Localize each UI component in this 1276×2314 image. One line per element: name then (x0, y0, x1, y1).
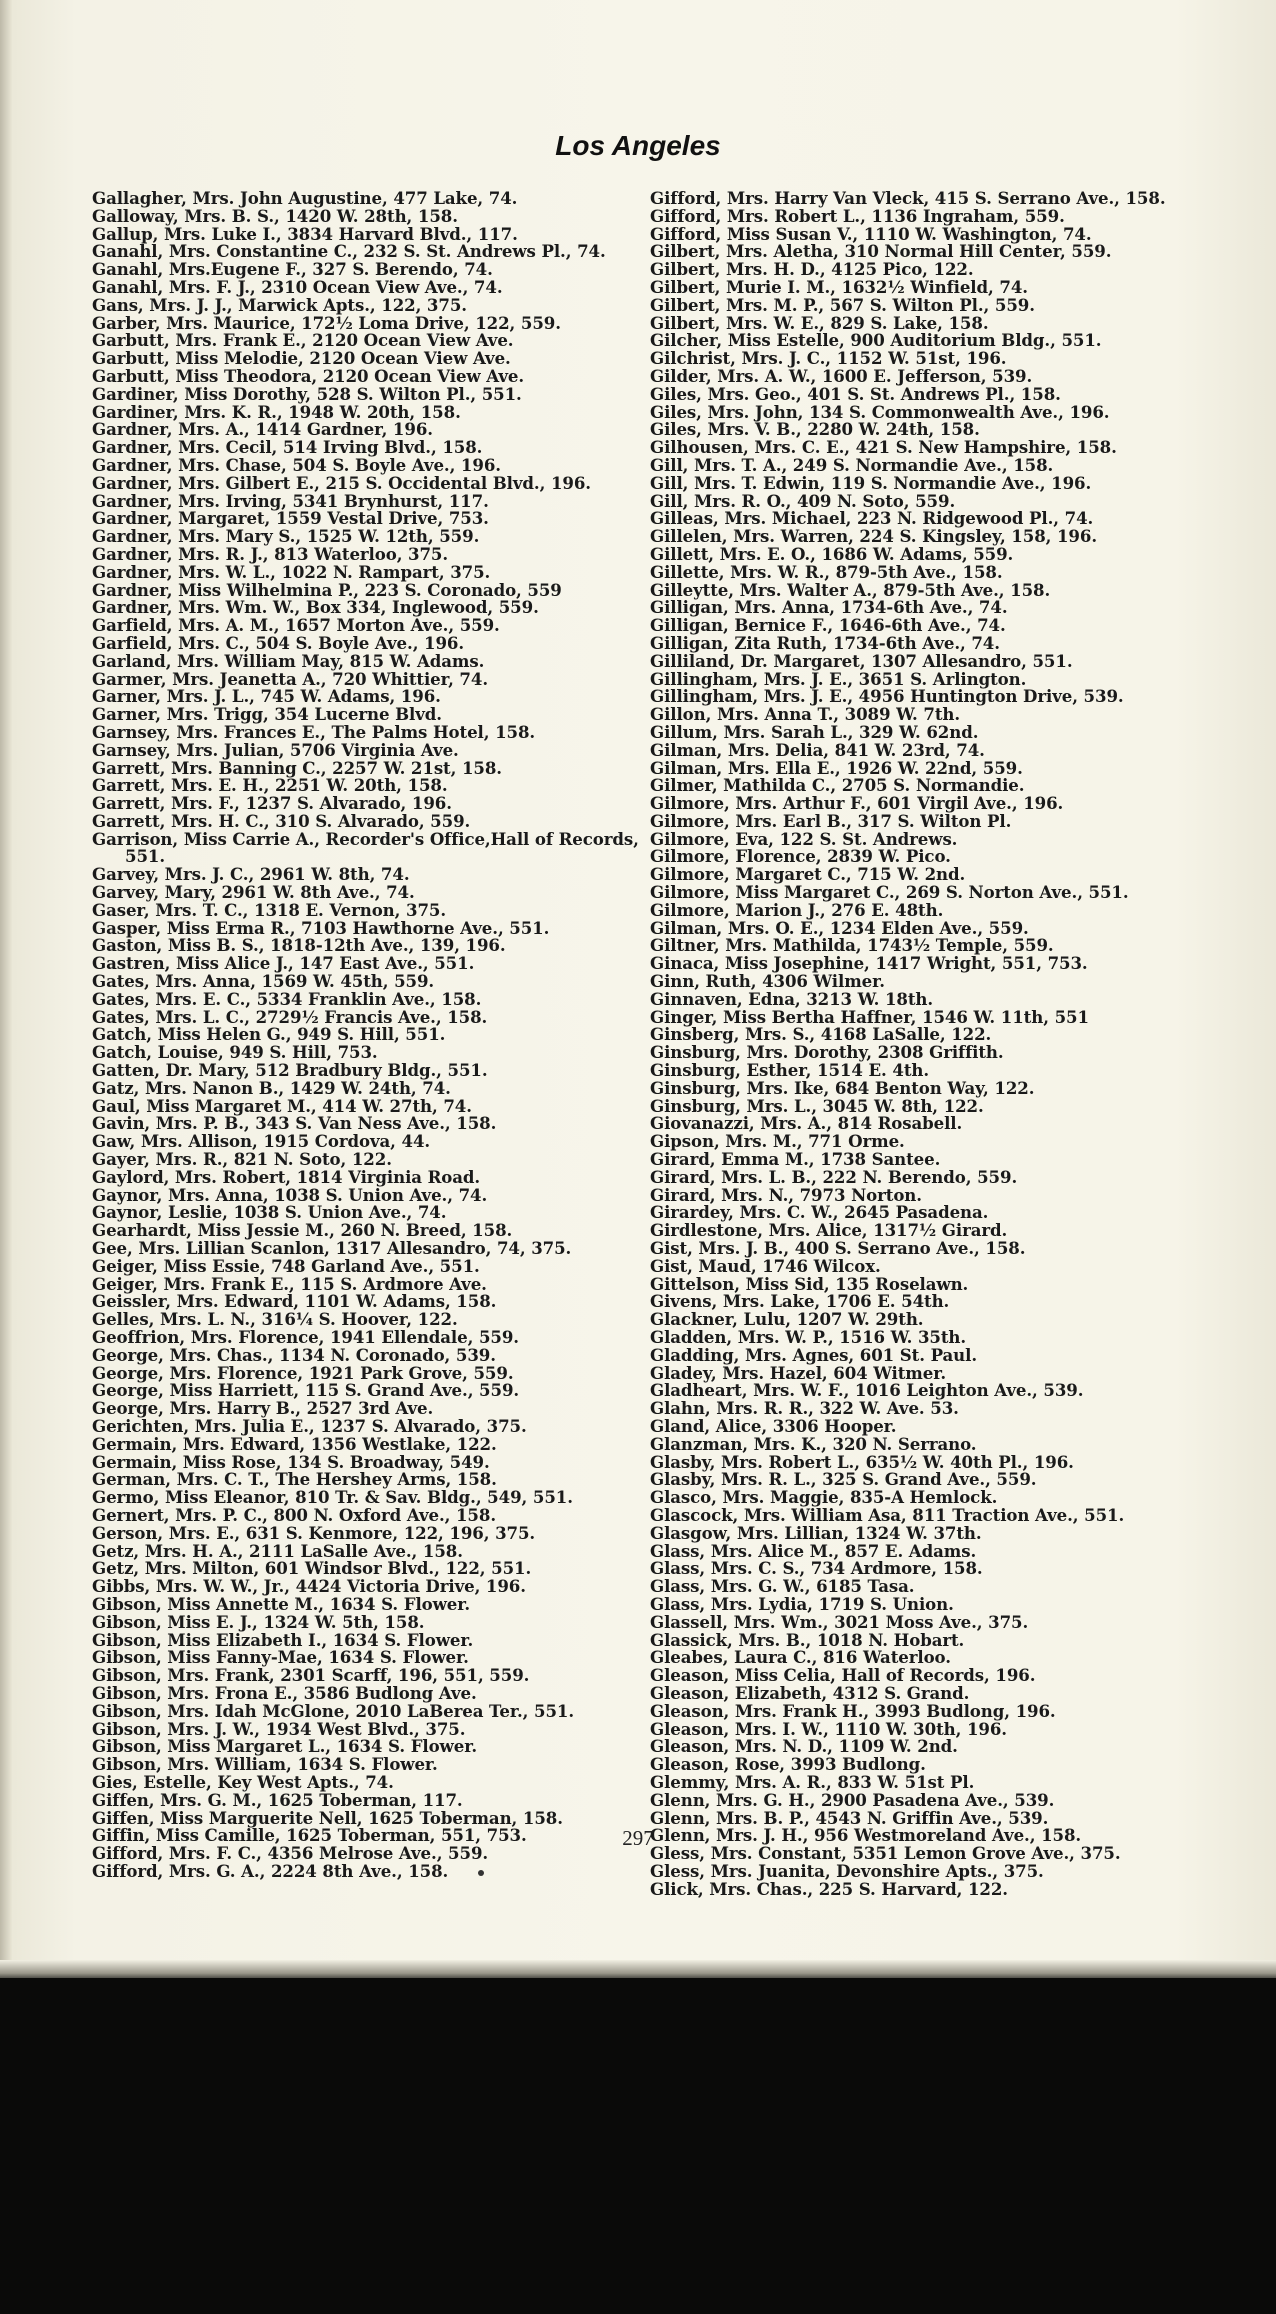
directory-entry: Gleason, Rose, 3993 Budlong. (650, 1754, 926, 1775)
directory-entry: Garbutt, Miss Theodora, 2120 Ocean View Ave. (92, 365, 525, 386)
directory-entry: Garrett, Mrs. Banning C., 2257 W. 21st, 158. (92, 757, 502, 778)
directory-entry: Gardner, Miss Wilhelmina P., 223 S. Coronado, 559 (92, 579, 562, 600)
directory-entry: Gillette, Mrs. W. R., 879-5th Ave., 158. (650, 561, 1003, 582)
directory-entry: Ginsburg, Mrs. Dorothy, 2308 Griffith. (650, 1042, 1004, 1063)
directory-entry: Gilman, Mrs. O. E., 1234 Elden Ave., 559. (650, 917, 1029, 938)
directory-entry: Glasgow, Mrs. Lillian, 1324 W. 37th. (650, 1522, 982, 1543)
directory-entry: Gifford, Mrs. Harry Van Vleck, 415 S. Serrano Ave., 158. (650, 188, 1166, 208)
directory-entry: Gladheart, Mrs. W. F., 1016 Leighton Ave., 539. (650, 1380, 1084, 1401)
directory-entry: Gaylord, Mrs. Robert, 1814 Virginia Road. (92, 1166, 481, 1187)
directory-entry: George, Mrs. Harry B., 2527 3rd Ave. (92, 1398, 434, 1419)
directory-entry: Glascock, Mrs. William Asa, 811 Traction Ave., 551. (650, 1504, 1125, 1525)
directory-entry: Glassick, Mrs. B., 1018 N. Hobart. (650, 1629, 965, 1650)
directory-entry: Gardner, Mrs. W. L., 1022 N. Rampart, 375. (92, 561, 491, 582)
directory-entry: Glahn, Mrs. R. R., 322 W. Ave. 53. (650, 1398, 959, 1419)
directory-entry: Gill, Mrs. T. Edwin, 119 S. Normandie Ave., 196. (650, 472, 1092, 493)
directory-entry: Gilmore, Margaret C., 715 W. 2nd. (650, 864, 966, 885)
directory-entry: Gardner, Mrs. Wm. W., Box 334, Inglewood, 559. (92, 597, 539, 618)
directory-entry: Gipson, Mrs. M., 771 Orme. (650, 1131, 905, 1152)
directory-entry: Glass, Mrs. Alice M., 857 E. Adams. (650, 1540, 977, 1561)
directory-entry: Ginsburg, Mrs. Ike, 684 Benton Way, 122. (650, 1077, 1035, 1098)
directory-entry: Geoffrion, Mrs. Florence, 1941 Ellendale, 559. (92, 1327, 519, 1347)
directory-entry: Glassell, Mrs. Wm., 3021 Moss Ave., 375. (650, 1611, 1029, 1632)
directory-entry: Gaul, Miss Margaret M., 414 W. 27th, 74. (92, 1095, 472, 1116)
directory-entry: Gilchrist, Mrs. J. C., 1152 W. 51st, 196. (650, 348, 1007, 369)
directory-entry: Gleason, Elizabeth, 4312 S. Grand. (650, 1682, 970, 1703)
directory-entry: Garrison, Miss Carrie A., Recorder's Office,Hall of Records, 551. (92, 828, 639, 867)
directory-entry: Garbutt, Miss Melodie, 2120 Ocean View Ave. (92, 348, 511, 369)
directory-entry: Gardner, Mrs. A., 1414 Gardner, 196. (92, 419, 433, 440)
directory-entry: Gearhardt, Miss Jessie M., 260 N. Breed, 158. (92, 1220, 513, 1241)
directory-entry: Gilleytte, Mrs. Walter A., 879-5th Ave., 158. (650, 579, 1051, 600)
directory-entry: Gerson, Mrs. E., 631 S. Kenmore, 122, 196, 375. (92, 1522, 536, 1543)
directory-entry: Garvey, Mary, 2961 W. 8th Ave., 74. (92, 882, 415, 903)
directory-entry: Glasco, Mrs. Maggie, 835-A Hemlock. (650, 1487, 998, 1508)
directory-entry: Getz, Mrs. H. A., 2111 LaSalle Ave., 158. (92, 1540, 463, 1561)
directory-entry: Garland, Mrs. William May, 815 W. Adams. (92, 650, 485, 671)
directory-entry: Gaynor, Leslie, 1038 S. Union Ave., 74. (92, 1202, 447, 1223)
directory-entry: Gleason, Mrs. Frank H., 3993 Budlong, 196. (650, 1700, 1056, 1721)
directory-entry: Gardiner, Miss Dorothy, 528 S. Wilton Pl., 551. (92, 383, 522, 404)
directory-entry: Gilbert, Mrs. Aletha, 310 Normal Hill Center, 559. (650, 241, 1112, 262)
directory-entry: Giles, Mrs. Geo., 401 S. St. Andrews Pl., 158. (650, 383, 1061, 404)
directory-entry: Glenn, Mrs. J. H., 956 Westmoreland Ave., 158. (650, 1825, 1082, 1846)
directory-entry: Girdlestone, Mrs. Alice, 1317½ Girard. (650, 1220, 1008, 1241)
directory-entry: Gallagher, Mrs. John Augustine, 477 Lake, 74. (92, 188, 518, 208)
directory-entry: Gernert, Mrs. P. C., 800 N. Oxford Ave., 158. (92, 1504, 496, 1525)
directory-entry: Gates, Mrs. L. C., 2729½ Francis Ave., 158. (92, 1006, 488, 1027)
directory-entry: Gayer, Mrs. R., 821 N. Soto, 122. (92, 1149, 392, 1170)
directory-entry: Gifford, Mrs. F. C., 4356 Melrose Ave., 559. (92, 1843, 489, 1864)
directory-entry: Garnsey, Mrs. Frances E., The Palms Hotel, 158. (92, 721, 536, 742)
directory-entry: Gatten, Dr. Mary, 512 Bradbury Bldg., 551. (92, 1060, 488, 1081)
directory-entry: Gilcher, Miss Estelle, 900 Auditorium Bldg., 551. (650, 330, 1102, 351)
directory-entry: Gladey, Mrs. Hazel, 604 Witmer. (650, 1362, 947, 1383)
directory-entry: Girard, Mrs. N., 7973 Norton. (650, 1184, 922, 1205)
directory-entry: Gillingham, Mrs. J. E., 3651 S. Arlington. (650, 668, 1027, 689)
directory-entry: Gless, Mrs. Juanita, Devonshire Apts., 375. (650, 1860, 1044, 1881)
directory-entry: Ganahl, Mrs. Constantine C., 232 S. St. Andrews Pl., 74. (92, 241, 606, 262)
directory-entry: Gallup, Mrs. Luke I., 3834 Harvard Blvd., 117. (92, 223, 518, 244)
directory-entry: Gilbert, Mrs. H. D., 4125 Pico, 122. (650, 259, 974, 280)
directory-entry: Gates, Mrs. Anna, 1569 W. 45th, 559. (92, 971, 435, 992)
directory-entry: Gaser, Mrs. T. C., 1318 E. Vernon, 375. (92, 899, 447, 920)
directory-entry: Gibson, Miss Margaret L., 1634 S. Flower. (92, 1736, 477, 1757)
directory-entry: Garvey, Mrs. J. C., 2961 W. 8th, 74. (92, 864, 410, 885)
directory-entry: Gless, Mrs. Constant, 5351 Lemon Grove Ave., 375. (650, 1843, 1121, 1864)
directory-entry: Germain, Miss Rose, 134 S. Broadway, 549. (92, 1451, 490, 1472)
directory-entry: Giles, Mrs. V. B., 2280 W. 24th, 158. (650, 419, 980, 440)
directory-entry: Giffen, Mrs. G. M., 1625 Toberman, 117. (92, 1789, 463, 1810)
directory-entry: Gerichten, Mrs. Julia E., 1237 S. Alvarado, 375. (92, 1415, 527, 1436)
directory-entry: Garrett, Mrs. H. C., 310 S. Alvarado, 559. (92, 810, 471, 831)
directory-entry: Gilleas, Mrs. Michael, 223 N. Ridgewood Pl., 74. (650, 508, 1094, 529)
directory-entry: Gladden, Mrs. W. P., 1516 W. 35th. (650, 1327, 967, 1347)
directory-entry: Geiger, Miss Essie, 748 Garland Ave., 551. (92, 1255, 480, 1276)
directory-entry: Garbutt, Mrs. Frank E., 2120 Ocean View Ave. (92, 330, 514, 351)
directory-entry: Gilbert, Mrs. W. E., 829 S. Lake, 158. (650, 312, 989, 333)
directory-entry: Ginsburg, Esther, 1514 E. 4th. (650, 1060, 930, 1081)
directory-entry: Glick, Mrs. Chas., 225 S. Harvard, 122. (650, 1878, 1008, 1899)
directory-entry: Geiger, Mrs. Frank E., 115 S. Ardmore Ave. (92, 1273, 487, 1294)
directory-entry: Ginsburg, Mrs. L., 3045 W. 8th, 122. (650, 1095, 984, 1116)
directory-entry: Girard, Mrs. L. B., 222 N. Berendo, 559. (650, 1166, 1018, 1187)
directory-entry: Gatch, Miss Helen G., 949 S. Hill, 551. (92, 1024, 446, 1045)
directory-entry: Gaw, Mrs. Allison, 1915 Cordova, 44. (92, 1131, 431, 1152)
directory-entry: Giovanazzi, Mrs. A., 814 Rosabell. (650, 1113, 963, 1134)
directory-entry: Gibbs, Mrs. W. W., Jr., 4424 Victoria Drive, 196. (92, 1576, 526, 1597)
directory-entry: German, Mrs. C. T., The Hershey Arms, 158. (92, 1469, 497, 1490)
directory-entry: Gaston, Miss B. S., 1818-12th Ave., 139, 196. (92, 935, 506, 956)
directory-entry: Glenn, Mrs. G. H., 2900 Pasadena Ave., 539. (650, 1789, 1055, 1810)
directory-entry: Glass, Mrs. C. S., 734 Ardmore, 158. (650, 1558, 983, 1579)
directory-entry: Gibson, Mrs. Frona E., 3586 Budlong Ave. (92, 1682, 477, 1703)
directory-entry: Gardner, Mrs. Irving, 5341 Brynhurst, 117. (92, 490, 489, 511)
directory-entry: Gilmore, Mrs. Earl B., 317 S. Wilton Pl. (650, 810, 1012, 831)
directory-entry: Gibson, Mrs. J. W., 1934 West Blvd., 375. (92, 1718, 466, 1739)
directory-entry: Ginn, Ruth, 4306 Wilmer. (650, 971, 885, 992)
directory-entry: Glasby, Mrs. Robert L., 635½ W. 40th Pl., 196. (650, 1451, 1074, 1472)
directory-entry: Gilligan, Zita Ruth, 1734-6th Ave., 74. (650, 632, 1000, 653)
directory-entry: Gill, Mrs. R. O., 409 N. Soto, 559. (650, 490, 956, 511)
page-number: 297 (622, 1826, 654, 1850)
directory-entry: Germo, Miss Eleanor, 810 Tr. & Sav. Bldg., 549, 551. (92, 1487, 573, 1508)
directory-entry: Glenn, Mrs. B. P., 4543 N. Griffin Ave., 539. (650, 1807, 1049, 1828)
directory-entry: Glackner, Lulu, 1207 W. 29th. (650, 1309, 924, 1330)
directory-entry: Gist, Maud, 1746 Wilcox. (650, 1255, 881, 1276)
directory-entry: Gilmore, Miss Margaret C., 269 S. Norton Ave., 551. (650, 882, 1129, 903)
directory-entry: Gilmore, Mrs. Arthur F., 601 Virgil Ave., 196. (650, 793, 1064, 814)
directory-entry: Gilhousen, Mrs. C. E., 421 S. New Hampshire, 158. (650, 437, 1117, 458)
directory-entry: Girard, Emma M., 1738 Santee. (650, 1149, 941, 1170)
directory-entry: Gibson, Miss E. J., 1324 W. 5th, 158. (92, 1611, 425, 1632)
directory-entry: Gardner, Mrs. Chase, 504 S. Boyle Ave., 196. (92, 454, 501, 475)
directory-entry: Gist, Mrs. J. B., 400 S. Serrano Ave., 158. (650, 1238, 1026, 1259)
directory-entry: Gillett, Mrs. E. O., 1686 W. Adams, 559. (650, 543, 1014, 564)
directory-entry: Girardey, Mrs. C. W., 2645 Pasadena. (650, 1202, 989, 1223)
directory-entry: George, Mrs. Chas., 1134 N. Coronado, 539. (92, 1344, 496, 1365)
directory-entry: Gilligan, Bernice F., 1646-6th Ave., 74. (650, 615, 1006, 636)
directory-entry: Gee, Mrs. Lillian Scanlon, 1317 Allesandro, 74, 375. (92, 1238, 572, 1259)
directory-entry: Gilbert, Mrs. M. P., 567 S. Wilton Pl., 559. (650, 294, 1035, 315)
directory-entry: Gifford, Mrs. G. A., 2224 8th Ave., 158. (92, 1860, 449, 1881)
directory-entry: Garner, Mrs. J. L., 745 W. Adams, 196. (92, 686, 441, 707)
directory-entry: Glemmy, Mrs. A. R., 833 W. 51st Pl. (650, 1771, 975, 1792)
ink-dot (478, 1870, 484, 1876)
directory-entry: Gilbert, Murie I. M., 1632½ Winfield, 74. (650, 276, 1028, 297)
directory-entry: Ginaca, Miss Josephine, 1417 Wright, 551, 753. (650, 953, 1088, 974)
directory-entry: Gillon, Mrs. Anna T., 3089 W. 7th. (650, 704, 961, 725)
directory-entry: George, Mrs. Florence, 1921 Park Grove, 559. (92, 1362, 514, 1383)
directory-entry: Gifford, Mrs. Robert L., 1136 Ingraham, 559. (650, 205, 1065, 226)
directory-entry: Gatch, Louise, 949 S. Hill, 753. (92, 1042, 378, 1063)
directory-entry: Gardner, Mrs. R. J., 813 Waterloo, 375. (92, 543, 449, 564)
directory-entry: Ginnaven, Edna, 3213 W. 18th. (650, 988, 934, 1009)
directory-entry: Germain, Mrs. Edward, 1356 Westlake, 122. (92, 1433, 497, 1454)
directory-entry: Garber, Mrs. Maurice, 172½ Loma Drive, 122, 559. (92, 312, 561, 333)
directory-entry: Gibson, Miss Fanny-Mae, 1634 S. Flower. (92, 1647, 469, 1668)
directory-entry: Gardiner, Mrs. K. R., 1948 W. 20th, 158. (92, 401, 461, 422)
directory-entry: Gladding, Mrs. Agnes, 601 St. Paul. (650, 1344, 978, 1365)
directory-entry: Gillum, Mrs. Sarah L., 329 W. 62nd. (650, 721, 979, 742)
directory-entry: Gies, Estelle, Key West Apts., 74. (92, 1771, 394, 1792)
directory-entry: Gland, Alice, 3306 Hooper. (650, 1415, 897, 1436)
directory-entry: Gilman, Mrs. Ella E., 1926 W. 22nd, 559. (650, 757, 1023, 778)
directory-entry: Gasper, Miss Erma R., 7103 Hawthorne Ave., 551. (92, 917, 550, 938)
directory-entry: Gibson, Mrs. Idah McGlone, 2010 LaBerea Ter., 551. (92, 1700, 575, 1721)
directory-entry: Ginsberg, Mrs. S., 4168 LaSalle, 122. (650, 1024, 992, 1045)
directory-entry: Gaynor, Mrs. Anna, 1038 S. Union Ave., 74. (92, 1184, 488, 1205)
directory-entry: Gates, Mrs. E. C., 5334 Franklin Ave., 158. (92, 988, 482, 1009)
directory-entry: Gleason, Mrs. I. W., 1110 W. 30th, 196. (650, 1718, 1007, 1739)
directory-entry: Glass, Mrs. Lydia, 1719 S. Union. (650, 1593, 954, 1614)
directory-entry: Gardner, Margaret, 1559 Vestal Drive, 753. (92, 508, 489, 529)
directory-entry: Gittelson, Miss Sid, 135 Roselawn. (650, 1273, 969, 1294)
directory-entry: Garnsey, Mrs. Julian, 5706 Virginia Ave. (92, 739, 459, 760)
directory-entry: Giffen, Miss Marguerite Nell, 1625 Toberman, 158. (92, 1807, 563, 1828)
directory-entry: Gillingham, Mrs. J. E., 4956 Huntington Drive, 539. (650, 686, 1124, 707)
directory-entry: Garrett, Mrs. F., 1237 S. Alvarado, 196. (92, 793, 452, 814)
directory-entry: Ganahl, Mrs.Eugene F., 327 S. Berendo, 74. (92, 259, 493, 280)
page-spine-shadow (0, 0, 12, 1978)
directory-entry: Giles, Mrs. John, 134 S. Commonwealth Ave., 196. (650, 401, 1110, 422)
directory-entry: Gillelen, Mrs. Warren, 224 S. Kingsley, 158, 196. (650, 526, 1098, 547)
directory-entry: Gibson, Miss Elizabeth I., 1634 S. Flower. (92, 1629, 474, 1650)
directory-entry: Garrett, Mrs. E. H., 2251 W. 20th, 158. (92, 775, 448, 796)
directory-entry: Gatz, Mrs. Nanon B., 1429 W. 24th, 74. (92, 1077, 451, 1098)
directory-entry: Gill, Mrs. T. A., 249 S. Normandie Ave., 158. (650, 454, 1054, 475)
directory-entry: Gastren, Miss Alice J., 147 East Ave., 551. (92, 953, 475, 974)
directory-entry: Givens, Mrs. Lake, 1706 E. 54th. (650, 1291, 950, 1312)
directory-entry: Gilmore, Marion J., 276 E. 48th. (650, 899, 944, 920)
dark-background (0, 1978, 1276, 2314)
directory-entry: Gilmore, Florence, 2839 W. Pico. (650, 846, 951, 867)
directory-entry: Ginger, Miss Bertha Haffner, 1546 W. 11th, 551 (650, 1006, 1089, 1027)
directory-entry: Gleason, Miss Celia, Hall of Records, 196. (650, 1665, 1036, 1686)
directory-entry: Glass, Mrs. G. W., 6185 Tasa. (650, 1576, 915, 1597)
directory-entry: Gibson, Miss Annette M., 1634 S. Flower. (92, 1593, 471, 1614)
directory-entry: Gibson, Mrs. Frank, 2301 Scarff, 196, 551, 559. (92, 1665, 530, 1686)
directory-entry: Garfield, Mrs. C., 504 S. Boyle Ave., 196. (92, 632, 465, 653)
directory-entry: Gans, Mrs. J. J., Marwick Apts., 122, 375. (92, 294, 467, 315)
right-column (650, 190, 1210, 1899)
directory-entry: Giffin, Miss Camille, 1625 Toberman, 551, 753. (92, 1825, 527, 1846)
directory-entry: Gardner, Mrs. Cecil, 514 Irving Blvd., 158. (92, 437, 483, 458)
directory-entry: Geissler, Mrs. Edward, 1101 W. Adams, 158. (92, 1291, 497, 1312)
directory-entry: Gilliland, Dr. Margaret, 1307 Allesandro, 551. (650, 650, 1073, 671)
directory-entry: Gilmer, Mathilda C., 2705 S. Normandie. (650, 775, 1025, 796)
directory-entry: Gardner, Mrs. Gilbert E., 215 S. Occidental Blvd., 196. (92, 472, 591, 493)
directory-entry: Gelles, Mrs. L. N., 316¼ S. Hoover, 122. (92, 1309, 458, 1330)
directory-entry: Gleabes, Laura C., 816 Waterloo. (650, 1647, 951, 1668)
directory-entry: Gilder, Mrs. A. W., 1600 E. Jefferson, 539. (650, 365, 1033, 386)
directory-entry: Getz, Mrs. Milton, 601 Windsor Blvd., 122, 551. (92, 1558, 532, 1579)
page-header-title: Los Angeles (555, 130, 721, 161)
directory-entry: Gilligan, Mrs. Anna, 1734-6th Ave., 74. (650, 597, 1008, 618)
directory-entry: Gleason, Mrs. N. D., 1109 W. 2nd. (650, 1736, 958, 1757)
directory-entry: Garner, Mrs. Trigg, 354 Lucerne Blvd. (92, 704, 442, 725)
directory-entry: Garfield, Mrs. A. M., 1657 Morton Ave., 559. (92, 615, 500, 636)
directory-entry: George, Miss Harriett, 115 S. Grand Ave., 559. (92, 1380, 520, 1401)
directory-entry: Giltner, Mrs. Mathilda, 1743½ Temple, 559. (650, 935, 1054, 956)
directory-entry: Gilmore, Eva, 122 S. St. Andrews. (650, 828, 958, 849)
directory-entry: Ganahl, Mrs. F. J., 2310 Ocean View Ave., 74. (92, 276, 503, 297)
left-column (92, 190, 652, 1881)
directory-entry: Gavin, Mrs. P. B., 343 S. Van Ness Ave., 158. (92, 1113, 497, 1134)
directory-entry: Glanzman, Mrs. K., 320 N. Serrano. (650, 1433, 977, 1454)
directory-entry: Garmer, Mrs. Jeanetta A., 720 Whittier, 74. (92, 668, 488, 689)
directory-entry: Glasby, Mrs. R. L., 325 S. Grand Ave., 559. (650, 1469, 1037, 1490)
directory-entry: Gardner, Mrs. Mary S., 1525 W. 12th, 559. (92, 526, 480, 547)
directory-entry: Gifford, Miss Susan V., 1110 W. Washington, 74. (650, 223, 1092, 244)
directory-entry: Gibson, Mrs. William, 1634 S. Flower. (92, 1754, 438, 1775)
directory-entry: Galloway, Mrs. B. S., 1420 W. 28th, 158. (92, 205, 458, 226)
directory-entry: Gilman, Mrs. Delia, 841 W. 23rd, 74. (650, 739, 985, 760)
